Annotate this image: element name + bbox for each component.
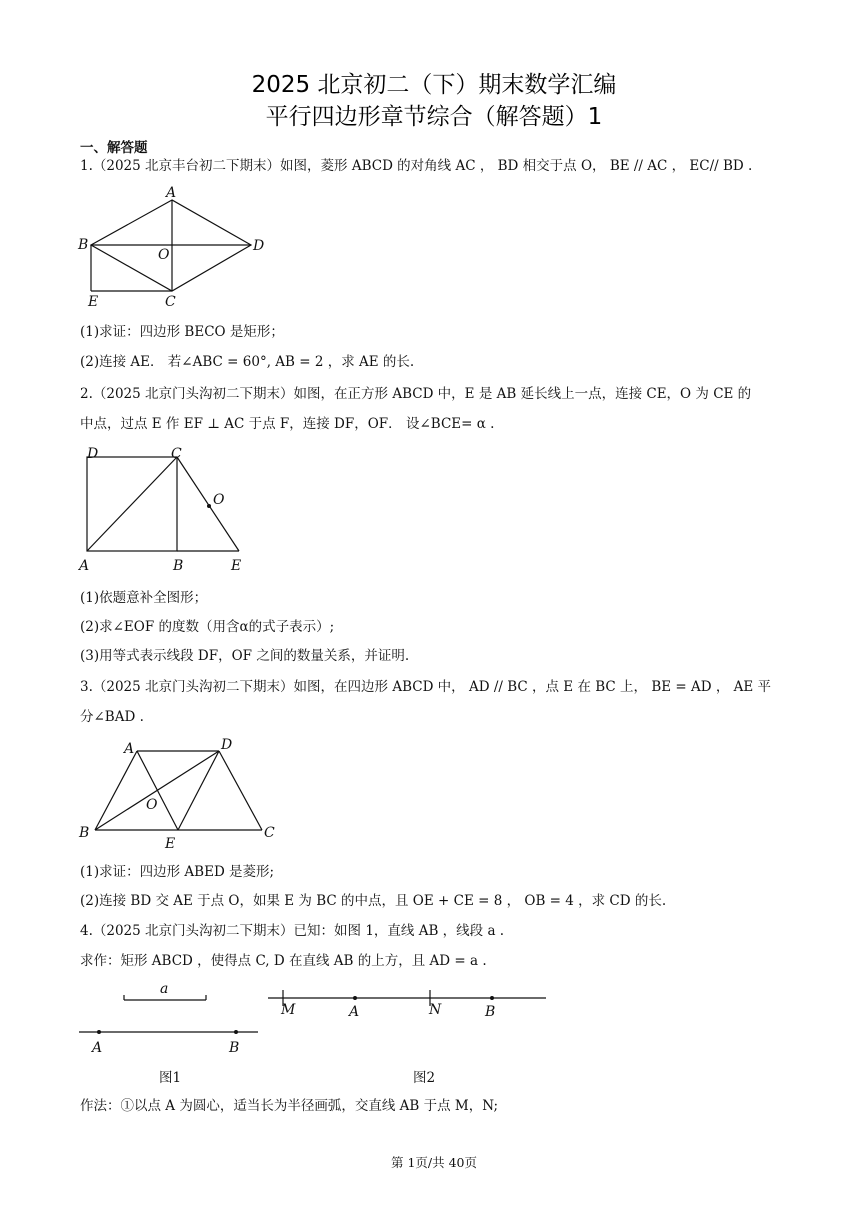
diagonal-ac bbox=[87, 457, 177, 551]
problem-4-task: 求作：矩形 ABCD ，使得点 C, D 在直线 AB 的上方，且 AD = a . bbox=[80, 953, 487, 969]
label-a: A bbox=[124, 741, 135, 757]
problem-4-figure-1 bbox=[76, 980, 266, 1060]
label-a: A bbox=[349, 1004, 360, 1020]
figure-1-caption: 图1 bbox=[159, 1070, 182, 1086]
point-b bbox=[490, 996, 494, 1000]
label-e: E bbox=[165, 836, 176, 852]
problem-1-stem: 1.（2025 北京丰台初二下期末）如图，菱形 ABCD 的对角线 AC ， BD 相交于点 O， BE // AC ， EC// BD . bbox=[80, 158, 753, 174]
problem-2-stem-line-2: 中点，过点 E 作 EF ⊥ AC 于点 F，连接 DF，OF． 设∠BCE= α . bbox=[80, 416, 495, 432]
label-b: B bbox=[485, 1004, 496, 1020]
label-o: O bbox=[158, 247, 170, 263]
problem-2-question-3: (3)用等式表示线段 DF，OF 之间的数量关系，并证明. bbox=[80, 648, 410, 664]
label-a: A bbox=[166, 185, 177, 201]
problem-4-stem: 4.（2025 北京门头沟初二下期末）已知：如图 1，直线 AB ，线段 a . bbox=[80, 923, 505, 939]
figure-2-caption: 图2 bbox=[413, 1070, 436, 1086]
label-d: D bbox=[221, 737, 233, 753]
page-footer: 第 1页/共 40页 bbox=[390, 1155, 478, 1170]
point-a bbox=[353, 996, 357, 1000]
page-title: 2025 北京初二（下）期末数学汇编 bbox=[251, 72, 617, 98]
label-a: A bbox=[92, 1040, 103, 1056]
problem-3-stem-line-2: 分∠BAD . bbox=[80, 709, 144, 725]
label-m: M bbox=[281, 1002, 296, 1018]
problem-4-figure-2 bbox=[266, 980, 556, 1030]
label-o: O bbox=[213, 492, 225, 508]
label-o: O bbox=[146, 797, 158, 813]
segment-bd bbox=[95, 751, 219, 830]
label-b: B bbox=[229, 1040, 240, 1056]
label-e: E bbox=[88, 294, 99, 310]
problem-2-question-2: (2)求∠EOF 的度数（用含α的式子表示）; bbox=[80, 619, 335, 635]
problem-2-figure bbox=[76, 442, 256, 578]
label-n: N bbox=[429, 1002, 442, 1018]
segment-dc bbox=[219, 751, 262, 830]
page-subtitle: 平行四边形章节综合（解答题）1 bbox=[265, 104, 603, 130]
problem-3-stem-line-1: 3.（2025 北京门头沟初二下期末）如图，在四边形 ABCD 中， AD // BC ，点 E 在 BC 上， BE = AD ， AE 平 bbox=[80, 679, 772, 695]
problem-4-method: 作法：①以点 A 为圆心，适当长为半径画弧，交直线 AB 于点 M，N; bbox=[80, 1098, 499, 1114]
point-o bbox=[207, 504, 211, 508]
problem-2-question-1: (1)依题意补全图形； bbox=[80, 590, 208, 606]
problem-1-question-1: (1)求证：四边形 BECO 是矩形； bbox=[80, 324, 284, 340]
label-c: C bbox=[165, 294, 176, 310]
label-a: A bbox=[79, 558, 90, 574]
label-b: B bbox=[78, 237, 89, 253]
point-a bbox=[97, 1030, 101, 1034]
point-b bbox=[234, 1030, 238, 1034]
label-c: C bbox=[264, 825, 275, 841]
problem-1-figure bbox=[76, 182, 276, 310]
label-c: C bbox=[171, 446, 182, 462]
label-e: E bbox=[231, 558, 242, 574]
problem-2-stem-line-1: 2.（2025 北京门头沟初二下期末）如图，在正方形 ABCD 中，E 是 AB 延长线上一点，连接 CE，O 为 CE 的 bbox=[80, 386, 752, 402]
section-heading: 一、解答题 bbox=[80, 140, 148, 156]
label-b: B bbox=[79, 825, 90, 841]
segment-ce bbox=[177, 457, 239, 551]
segment-de bbox=[178, 751, 219, 830]
segment-ab bbox=[95, 751, 137, 830]
label-d: D bbox=[87, 446, 99, 462]
problem-1-question-2: (2)连接 AE． 若∠ABC = 60°, AB = 2 ，求 AE 的长. bbox=[80, 354, 415, 370]
label-b: B bbox=[173, 558, 184, 574]
label-segment-a: a bbox=[160, 981, 169, 997]
problem-3-question-1: (1)求证：四边形 ABED 是菱形; bbox=[80, 864, 275, 880]
problem-3-question-2: (2)连接 BD 交 AE 于点 O，如果 E 为 BC 的中点，且 OE + CE = 8 ， OB = 4 ，求 CD 的长. bbox=[80, 893, 667, 909]
label-d: D bbox=[253, 238, 265, 254]
problem-3-figure bbox=[76, 734, 286, 854]
